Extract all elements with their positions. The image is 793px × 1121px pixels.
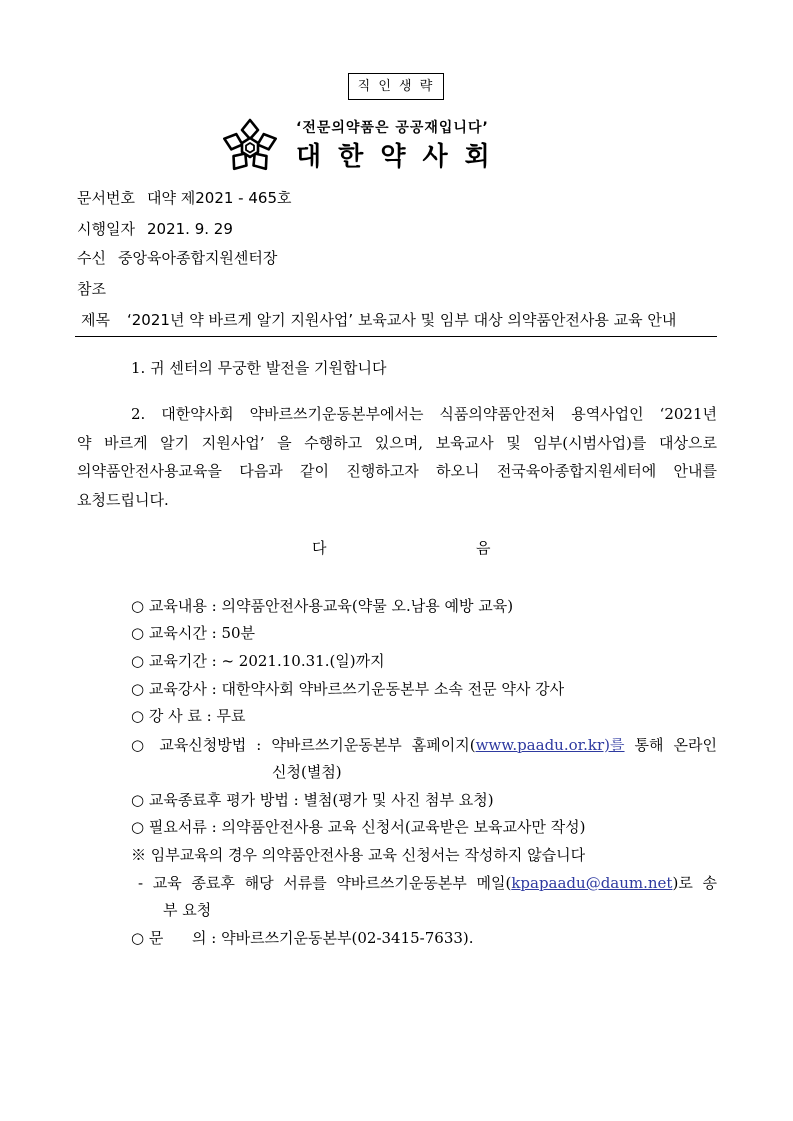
item-separator: : [211,652,217,670]
list-item [131,651,385,671]
item-label: 교육강사 [148,680,207,698]
reference-label: 참조 [77,280,106,298]
recipient-label: 수신 [77,249,106,267]
item-marker: ○ [131,624,145,642]
item-marker: ○ [131,736,150,754]
list-item [131,735,717,755]
item-marker: ※ [131,846,147,864]
seal-omitted-box [348,73,444,100]
paragraph-2-line: 약 바르게 알기 지원사업’ 을 수행하고 있으며, 보육교사 및 임부(시범사업)를 대상으로 [77,434,717,452]
item-separator: : [293,791,299,809]
item-separator: : [211,818,217,836]
item-label: 교육시간 [148,624,207,642]
item-value: 임부교육의 경우 의약품안전사용 교육 신청서는 작성하지 않습니다 [150,846,586,864]
item-separator: : [206,707,212,725]
item-marker: ○ [131,707,145,725]
item-value: 50분 [221,624,256,642]
issue-date-label: 시행일자 [77,220,135,238]
item-label: 교육신청방법 [159,736,247,754]
item-value: 약바르쓰기운동본부(02-3415-7633). [221,929,474,947]
item-separator: : [211,929,217,947]
paragraph-2-line: 2. 대한약사회 약바르쓰기운동본부에서는 식품의약품안전처 용역사업인 ‘2021년 [131,405,717,423]
organization-name: 대 한 약 사 회 [296,142,494,172]
list-item-continuation: 신청(별첨) [272,763,342,781]
item-value: 통해 온라인 [634,736,717,754]
subject-value: ‘2021년 약 바르게 알기 지원사업’ 보육교사 및 임부 대상 의약품안전사용 교육 안내 [127,311,677,329]
notice-heading-left: 다 [312,539,327,557]
seal-omitted-label: 직 인 생 략 [357,79,435,94]
item-marker: ○ [131,818,145,836]
item-label: 교육종료후 평가 방법 [148,791,289,809]
slogan: ‘전문의약품은 공공재입니다’ [296,120,489,136]
item-label: 필요서류 [148,818,207,836]
item-separator: : [211,624,217,642]
item-marker: ○ [131,597,145,615]
item-value: 대한약사회 약바르쓰기운동본부 소속 전문 약사 강사 [221,680,565,698]
item-separator: : [211,597,217,615]
recipient-value: 중앙육아종합지원센터장 [118,249,278,267]
list-item [131,679,564,699]
issue-date-value: 2021. 9. 29 [147,220,233,238]
item-value: 약바르쓰기운동본부 홈페이지( [271,736,476,754]
list-item-continuation: 부 요청 [163,901,212,919]
paragraph-2-line: 요청드립니다. [77,491,169,509]
list-item [131,928,474,948]
list-item-note [131,845,585,865]
item-marker: - [138,874,144,892]
list-item [131,623,255,643]
subject-label: 제목 [81,311,110,329]
notice-heading-right: 음 [476,539,491,557]
item-marker: ○ [131,652,145,670]
item-value: 의약품안전사용교육(약물 오.남용 예방 교육) [221,597,514,615]
paragraph-1: 1. 귀 센터의 무궁한 발전을 기원합니다 [131,359,387,377]
item-value: 무료 [216,707,246,725]
kpa-emblem-icon [222,117,278,173]
list-item [131,706,246,726]
doc-number-label: 문서번호 [77,189,135,207]
item-marker: ○ [131,680,145,698]
list-item [131,596,513,616]
item-label: 강 사 료 [148,707,202,725]
list-item [131,790,494,810]
list-item [131,817,586,837]
list-item-subnote [138,873,717,893]
item-label: 문 의 [148,929,207,947]
item-value: 의약품안전사용 교육 신청서(교육받은 보육교사만 작성) [221,818,586,836]
item-marker: ○ [131,929,145,947]
item-separator: : [211,680,217,698]
homepage-link[interactable]: www.paadu.or.kr)를 [475,736,625,754]
item-separator: : [256,736,262,754]
item-value: 교육 종료후 해당 서류를 약바르쓰기운동본부 메일( [152,874,512,892]
item-label: 교육내용 [148,597,207,615]
paragraph-2-line: 의약품안전사용교육을 다음과 같이 진행하고자 하오니 전국육아종합지원세터에 안내를 [77,462,717,480]
item-label: 교육기간 [148,652,207,670]
item-value: ~ 2021.10.31.(일)까지 [221,652,385,670]
item-value: )로 송 [672,874,717,892]
item-marker: ○ [131,791,145,809]
email-link[interactable]: kpapaadu@daum.net [511,874,673,892]
subject-divider [75,336,717,337]
doc-number-value: 대약 제2021 - 465호 [147,189,292,207]
item-value: 별첨(평가 및 사진 첨부 요청) [303,791,494,809]
